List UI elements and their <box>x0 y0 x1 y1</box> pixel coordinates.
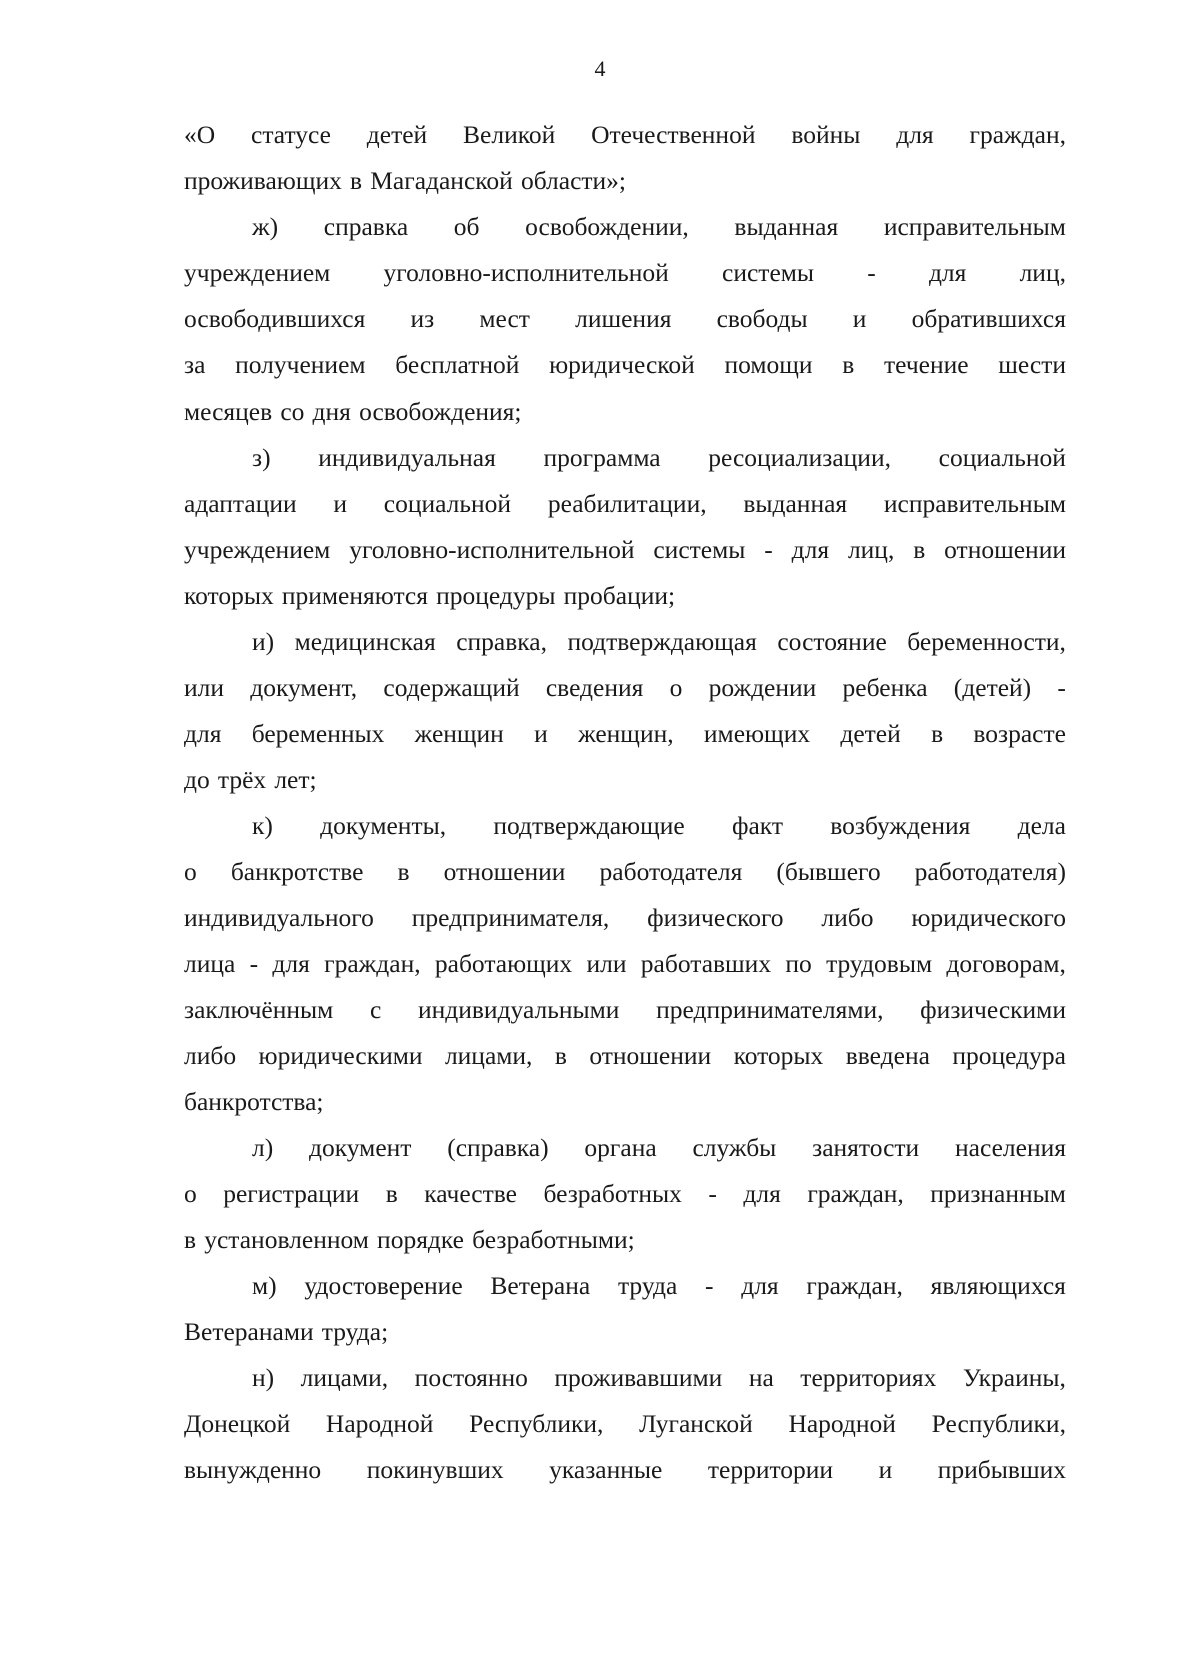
text-line <box>184 256 1066 290</box>
word: об <box>453 212 480 241</box>
word: Ветерана <box>490 1271 591 1300</box>
text-line <box>184 1453 1066 1487</box>
word: женщин, <box>578 719 674 748</box>
word: мест <box>479 304 530 333</box>
word: занятости <box>812 1133 920 1162</box>
word: в <box>931 719 944 748</box>
word: области»; <box>520 166 627 195</box>
word: Донецкой <box>184 1409 291 1438</box>
word: проживающих <box>184 166 342 195</box>
word: юридическими <box>258 1041 423 1070</box>
text-line <box>184 533 1066 567</box>
word: лиц, <box>847 535 895 564</box>
word: документ, <box>250 673 358 702</box>
word: выданная <box>734 212 839 241</box>
text-line <box>184 348 1066 382</box>
word: н) <box>252 1363 275 1392</box>
word: удостоверение <box>304 1271 463 1300</box>
text-line <box>184 1039 1066 1073</box>
text-line <box>184 579 1066 613</box>
word: социальной <box>383 489 512 518</box>
word: органа <box>584 1133 657 1162</box>
word: регистрации <box>223 1179 360 1208</box>
word: - <box>705 1271 714 1300</box>
word: освобождения; <box>359 397 522 426</box>
word: заключённым <box>184 995 334 1024</box>
word: подтверждающая <box>567 627 757 656</box>
word: женщин <box>414 719 504 748</box>
word: лицами, <box>444 1041 533 1070</box>
word: месяцев <box>184 397 273 426</box>
word: Народной <box>788 1409 896 1438</box>
word: граждан, <box>807 1179 904 1208</box>
word: - <box>1057 673 1066 702</box>
text-line <box>252 210 1066 244</box>
word: дня <box>312 397 351 426</box>
word: трёх <box>217 765 267 794</box>
word: юридической <box>549 350 695 379</box>
word: реабилитации, <box>547 489 707 518</box>
text-line <box>184 763 1066 797</box>
word: в <box>554 1041 567 1070</box>
word: помощи <box>724 350 813 379</box>
text-line <box>252 625 1066 659</box>
text-line <box>252 809 1066 843</box>
word: Отечественной <box>591 120 756 149</box>
word: учреждением <box>184 258 331 287</box>
word: ресоциализации, <box>708 443 891 472</box>
word: содержащий <box>383 673 520 702</box>
word: Украины, <box>962 1363 1066 1392</box>
word: прибывших <box>937 1455 1066 1484</box>
text-line <box>252 1131 1066 1165</box>
text-line <box>184 487 1066 521</box>
word: индивидуального <box>184 903 374 932</box>
word: физического <box>647 903 784 932</box>
word: бесплатной <box>395 350 520 379</box>
word: лиц, <box>1019 258 1066 287</box>
word: безработными; <box>472 1225 635 1254</box>
word: системы <box>722 258 815 287</box>
word: исправительным <box>883 212 1066 241</box>
word: войны <box>791 120 861 149</box>
word: «О <box>184 120 216 149</box>
word: состояние <box>777 627 887 656</box>
word: к) <box>252 811 273 840</box>
word: и <box>534 719 548 748</box>
word: статусе <box>251 120 331 149</box>
word: труда; <box>321 1317 389 1346</box>
text-line <box>184 1223 1066 1257</box>
word: или <box>184 673 225 702</box>
text-line <box>184 993 1066 1027</box>
word: лет; <box>274 765 317 794</box>
word: в <box>184 1225 197 1254</box>
word: по <box>785 949 812 978</box>
word: пробации; <box>563 581 676 610</box>
word: адаптации <box>184 489 297 518</box>
word: которых <box>733 1041 824 1070</box>
word: до <box>184 765 210 794</box>
word: шести <box>998 350 1066 379</box>
word: работающих <box>434 949 573 978</box>
word: являющихся <box>930 1271 1066 1300</box>
word: лицами, <box>300 1363 389 1392</box>
word: - <box>249 949 259 978</box>
word: населения <box>955 1133 1066 1162</box>
word: индивидуальными <box>417 995 620 1024</box>
word: для <box>743 1179 781 1208</box>
word: выданная <box>743 489 848 518</box>
word: которых <box>184 581 274 610</box>
word: в <box>385 1179 398 1208</box>
word: справка <box>323 212 409 241</box>
text-line <box>184 1315 1066 1349</box>
word: ребенка <box>842 673 928 702</box>
word: граждан, <box>324 949 421 978</box>
word: и <box>333 489 348 518</box>
word: работавших <box>640 949 772 978</box>
word: возбуждения <box>830 811 971 840</box>
word: из <box>410 304 435 333</box>
text-line <box>184 164 1066 198</box>
word: для <box>184 719 222 748</box>
text-line <box>184 947 1066 981</box>
word: о <box>669 673 683 702</box>
word: возрасте <box>973 719 1066 748</box>
word: Народной <box>325 1409 434 1438</box>
word: детей <box>366 120 428 149</box>
word: дела <box>1017 811 1066 840</box>
word: процедуры <box>436 581 556 610</box>
text-line <box>184 671 1066 705</box>
word: для <box>928 258 967 287</box>
word: л) <box>252 1133 274 1162</box>
word: учреждением <box>184 535 331 564</box>
word: граждан, <box>806 1271 903 1300</box>
text-line <box>184 395 1066 429</box>
word: лица <box>184 949 236 978</box>
text-line <box>184 901 1066 935</box>
word: трудовым <box>826 949 933 978</box>
text-line <box>184 1407 1066 1441</box>
word: территории <box>707 1455 834 1484</box>
word: банкротстве <box>230 857 364 886</box>
word: либо <box>821 903 874 932</box>
text-line <box>184 118 1066 152</box>
text-line <box>184 717 1066 751</box>
word: факт <box>731 811 784 840</box>
word: медицинская <box>294 627 436 656</box>
word: течение <box>884 350 969 379</box>
word: рождении <box>708 673 817 702</box>
text-line <box>184 1177 1066 1211</box>
word: введена <box>845 1041 930 1070</box>
word: документ <box>309 1133 412 1162</box>
word: для <box>896 120 934 149</box>
word: предпринимателями, <box>656 995 884 1024</box>
word: социальной <box>938 443 1066 472</box>
word: безработных <box>543 1179 682 1208</box>
word: м) <box>252 1271 277 1300</box>
word: для <box>791 535 830 564</box>
word: юридического <box>911 903 1066 932</box>
word: з) <box>252 443 271 472</box>
word: службы <box>692 1133 777 1162</box>
word: со <box>280 397 305 426</box>
word: территориях <box>800 1363 937 1392</box>
word: с <box>369 995 382 1024</box>
word: документы, <box>320 811 447 840</box>
word: в <box>842 350 855 379</box>
text-line <box>184 302 1066 336</box>
word: для <box>272 949 310 978</box>
text-line <box>252 441 1066 475</box>
word: установленном <box>204 1225 369 1254</box>
word: системы <box>653 535 746 564</box>
word: и) <box>252 627 275 656</box>
word: обратившихся <box>911 304 1066 333</box>
word: указанные <box>549 1455 663 1484</box>
word: банкротства; <box>184 1087 324 1116</box>
word: уголовно-исполнительной <box>349 535 635 564</box>
word: Магаданской <box>370 166 513 195</box>
word: о <box>184 1179 197 1208</box>
word: подтверждающие <box>493 811 685 840</box>
word: вынужденно <box>184 1455 322 1484</box>
word: физическими <box>920 995 1066 1024</box>
word: (бывшего <box>776 857 881 886</box>
word: программа <box>543 443 661 472</box>
word: (справка) <box>447 1133 549 1162</box>
word: исправительным <box>883 489 1066 518</box>
word: индивидуальная <box>318 443 496 472</box>
word: беременных <box>251 719 385 748</box>
word: - <box>867 258 876 287</box>
word: - <box>708 1179 717 1208</box>
word: предпринимателя, <box>411 903 610 932</box>
word: процедура <box>952 1041 1066 1070</box>
word: проживавшими <box>554 1363 723 1392</box>
word: о <box>184 857 197 886</box>
word: порядке <box>377 1225 464 1254</box>
word: отношении <box>944 535 1066 564</box>
word: Луганской <box>639 1409 753 1438</box>
word: беременности, <box>907 627 1066 656</box>
word: Великой <box>463 120 556 149</box>
text-line <box>184 855 1066 889</box>
word: договорам, <box>946 949 1066 978</box>
word: постоянно <box>414 1363 528 1392</box>
word: покинувших <box>366 1455 504 1484</box>
word: уголовно-исполнительной <box>383 258 669 287</box>
word: для <box>741 1271 779 1300</box>
word: в <box>350 166 363 195</box>
word: Республики, <box>931 1409 1066 1438</box>
word: в <box>397 857 410 886</box>
word: (детей) <box>953 673 1032 702</box>
word: получением <box>235 350 366 379</box>
text-line <box>252 1269 1066 1303</box>
word: работодателя <box>599 857 743 886</box>
word: либо <box>184 1041 237 1070</box>
word: качестве <box>424 1179 517 1208</box>
word: граждан, <box>969 120 1066 149</box>
text-line <box>252 1361 1066 1395</box>
word: отношении <box>589 1041 712 1070</box>
word: детей <box>840 719 901 748</box>
word: на <box>748 1363 774 1392</box>
word: признанным <box>930 1179 1066 1208</box>
word: свободы <box>716 304 808 333</box>
page-number: 4 <box>594 56 606 81</box>
word: и <box>878 1455 893 1484</box>
word: отношении <box>443 857 566 886</box>
word: Ветеранами <box>184 1317 314 1346</box>
word: сведения <box>545 673 644 702</box>
word: лишения <box>575 304 672 333</box>
word: имеющих <box>703 719 811 748</box>
word: ж) <box>252 212 279 241</box>
word: и <box>852 304 867 333</box>
word: или <box>586 949 627 978</box>
word: труда <box>617 1271 678 1300</box>
word: работодателя) <box>914 857 1066 886</box>
word: освобождении, <box>525 212 689 241</box>
text-line <box>184 1085 1066 1119</box>
word: в <box>913 535 926 564</box>
word: за <box>184 350 206 379</box>
word: справка, <box>456 627 547 656</box>
word: Республики, <box>469 1409 604 1438</box>
word: освободившихся <box>184 304 366 333</box>
word: - <box>764 535 773 564</box>
word: применяются <box>281 581 428 610</box>
